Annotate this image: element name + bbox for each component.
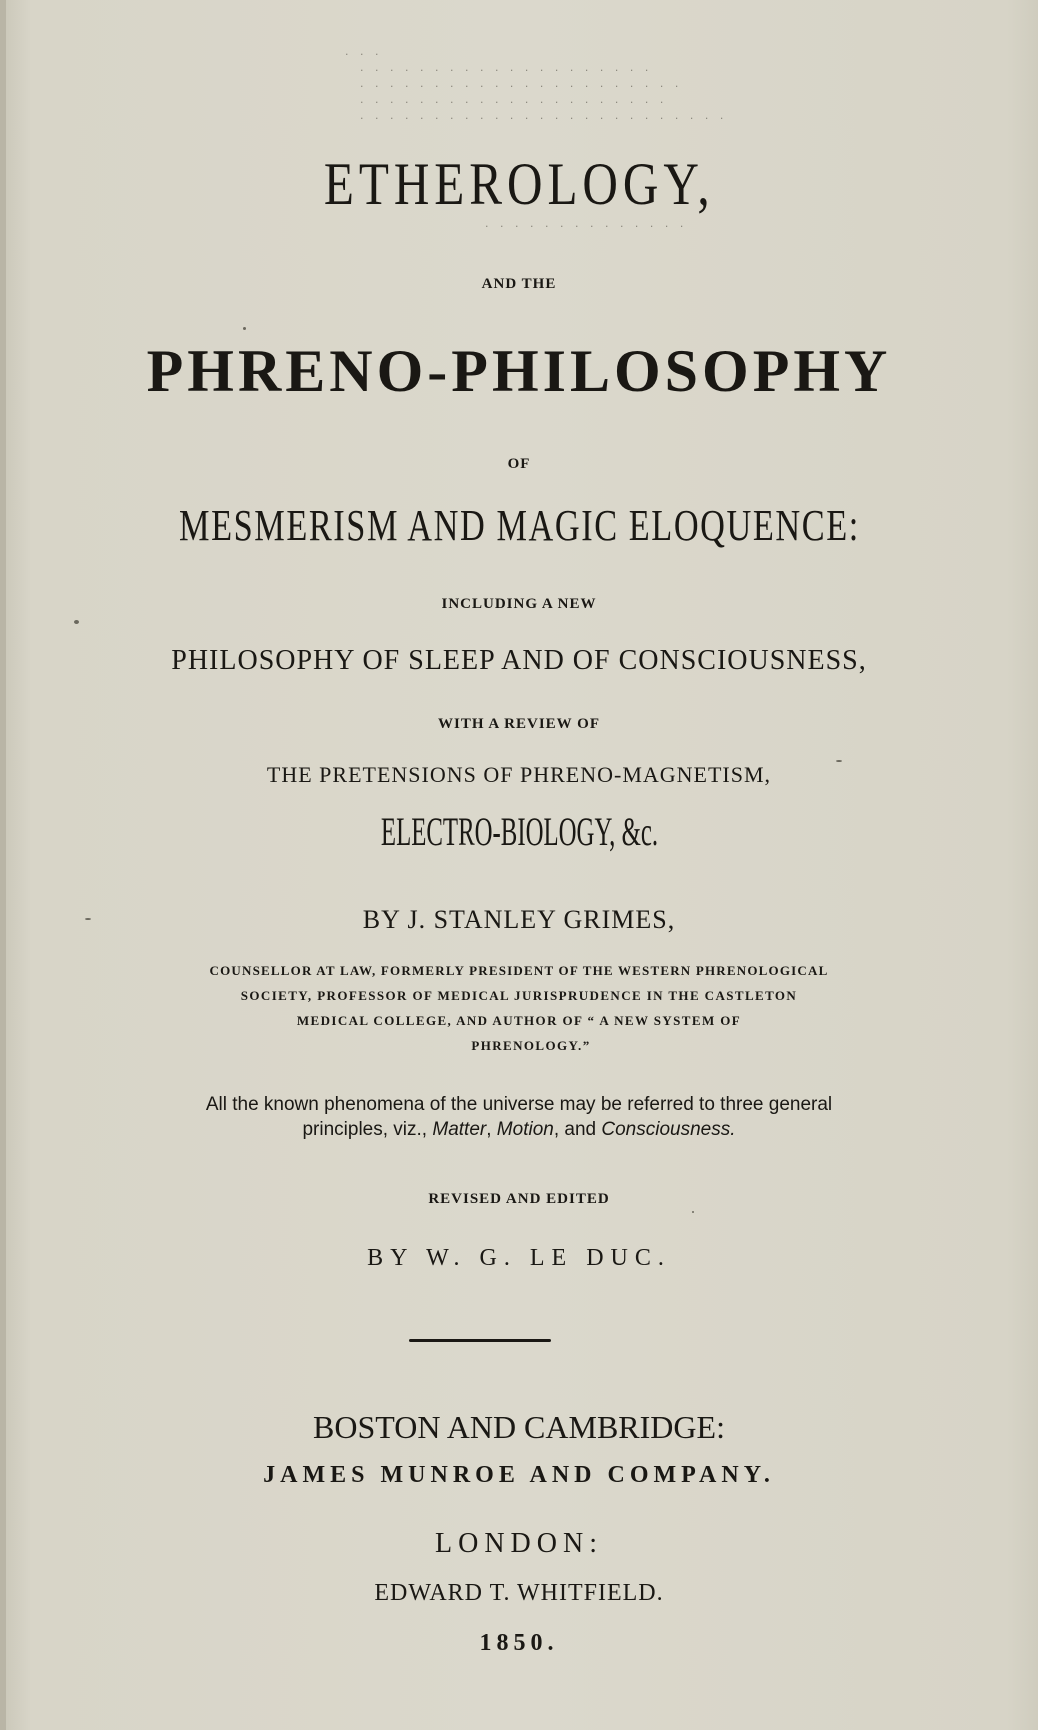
epigraph-matter: Matter — [432, 1119, 487, 1140]
epigraph-motion: Motion — [496, 1119, 554, 1140]
author-line: BY J. STANLEY GRIMES, — [362, 905, 676, 934]
bleed-through-marks: · · · · · · · · · · · · · · · · · · · · · — [360, 96, 668, 109]
paper-speck — [243, 327, 246, 330]
main-title — [0, 150, 1038, 219]
imprint-line-3: LONDON: — [435, 1528, 603, 1559]
subtitle-mesmerism — [0, 500, 1038, 551]
epigraph-prefix: principles, viz., — [302, 1119, 428, 1140]
subtitle-electro-biology — [0, 808, 1038, 855]
subtitle-mesmerism-text: MESMERISM AND MAGIC ELOQUENCE: — [178, 501, 860, 550]
including-label: INCLUDING A NEW — [441, 596, 597, 612]
bleed-through-marks: · · · · · · · · · · · · · · · · · · · · · · · · · — [360, 112, 728, 125]
paper-speck — [74, 620, 79, 624]
bleed-through-marks: · · · · · · · · · · · · · · · · · · · · — [360, 64, 653, 77]
credentials-line-3: MEDICAL COLLEGE, AND AUTHOR OF “ A NEW SYSTEM OF — [296, 1013, 742, 1028]
subtitle-philosophy-of-sleep: PHILOSOPHY OF SLEEP AND OF CONSCIOUSNESS, — [171, 645, 867, 676]
imprint-line-4: EDWARD T. WHITFIELD. — [374, 1580, 664, 1606]
revised-label: REVISED AND EDITED — [428, 1191, 610, 1207]
imprint-line-1: BOSTON AND CAMBRIDGE: — [313, 1409, 725, 1445]
editor-line: BY W. G. LE DUC. — [367, 1245, 671, 1271]
paper-speck — [836, 760, 842, 762]
credentials-line-2: SOCIETY, PROFESSOR OF MEDICAL JURISPRUDENCE IN THE CASTLETON — [240, 988, 798, 1003]
of-label: OF — [507, 456, 531, 472]
imprint-year: 1850. — [479, 1630, 559, 1656]
bleed-through-marks: · · · · · · · · · · · · · · · · · · · · · · — [360, 80, 683, 93]
bleed-through-marks: · · · — [345, 48, 383, 61]
and-the-label: AND THE — [481, 276, 557, 292]
imprint-line-2: JAMES MUNROE AND COMPANY. — [263, 1462, 775, 1488]
bleed-through-marks: · · · · · · · · · · · · · · — [485, 220, 688, 233]
epigraph-line-2: principles, viz., Matter, Motion, and Consciousness. — [302, 1119, 736, 1140]
epigraph-line-1: All the known phenomena of the universe may be referred to three general — [205, 1094, 833, 1115]
divider-rule — [409, 1339, 551, 1342]
credentials-line-1: COUNSELLOR AT LAW, FORMERLY PRESIDENT OF THE WESTERN PHRENOLOGICAL — [209, 963, 829, 978]
with-review-label: WITH A REVIEW OF — [437, 716, 600, 732]
subtitle-pretensions: THE PRETENSIONS OF PHRENO-MAGNETISM, — [266, 762, 772, 787]
subtitle-phreno-philosophy: PHRENO-PHILOSOPHY — [146, 338, 892, 404]
epigraph-consciousness: Consciousness. — [601, 1119, 736, 1140]
paper-speck — [692, 1211, 694, 1213]
subtitle-electro-biology-text: ELECTRO-BIOLOGY, &c. — [380, 809, 658, 854]
credentials-line-4: PHRENOLOGY.” — [471, 1038, 591, 1053]
paper-speck — [85, 918, 91, 920]
main-title-text: ETHEROLOGY, — [323, 151, 715, 217]
epigraph-and: and — [564, 1119, 597, 1140]
